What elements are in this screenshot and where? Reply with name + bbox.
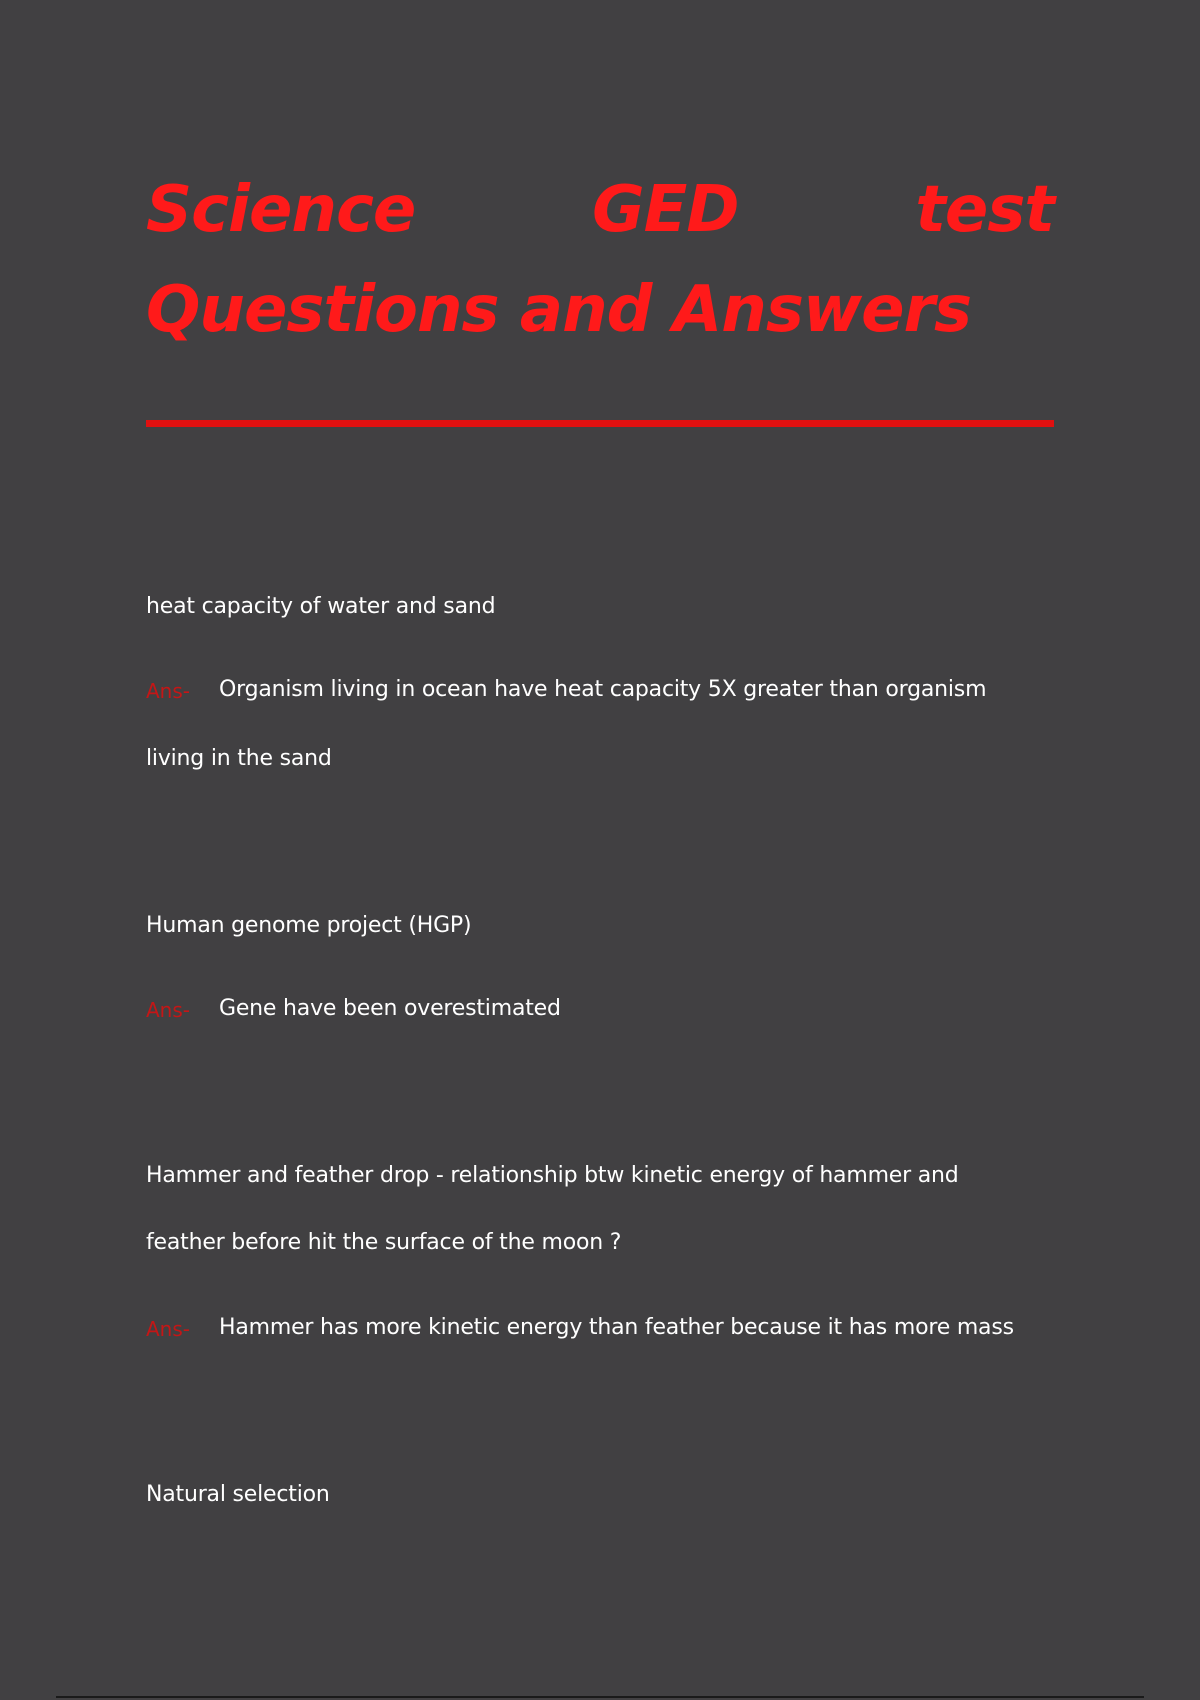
answer-text-continued: living in the sand	[146, 746, 332, 771]
question-text: Natural selection	[146, 1482, 330, 1507]
page-bottom-edge	[56, 1696, 1144, 1698]
answer-text: Hammer has more kinetic energy than feather because it has more mass	[219, 1315, 1014, 1340]
answer-text: Organism living in ocean have heat capacity 5X greater than organism	[219, 677, 987, 702]
title-divider	[146, 420, 1054, 427]
title-word: Science	[146, 173, 416, 247]
title-line-2: Questions and Answers	[146, 273, 972, 347]
answer-label: Ans-	[146, 998, 190, 1022]
question-text: Human genome project (HGP)	[146, 913, 472, 938]
title-line-1	[146, 160, 1054, 260]
answer-label: Ans-	[146, 1317, 190, 1341]
page-title	[146, 160, 1054, 360]
title-word: GED	[592, 173, 739, 247]
answer-label: Ans-	[146, 679, 190, 703]
answer-text: Gene have been overestimated	[219, 996, 561, 1021]
question-text: Hammer and feather drop - relationship btw kinetic energy of hammer and	[146, 1163, 959, 1188]
question-text: heat capacity of water and sand	[146, 594, 496, 619]
title-word: test	[915, 173, 1054, 247]
question-text-continued: feather before hit the surface of the moon ?	[146, 1230, 622, 1255]
